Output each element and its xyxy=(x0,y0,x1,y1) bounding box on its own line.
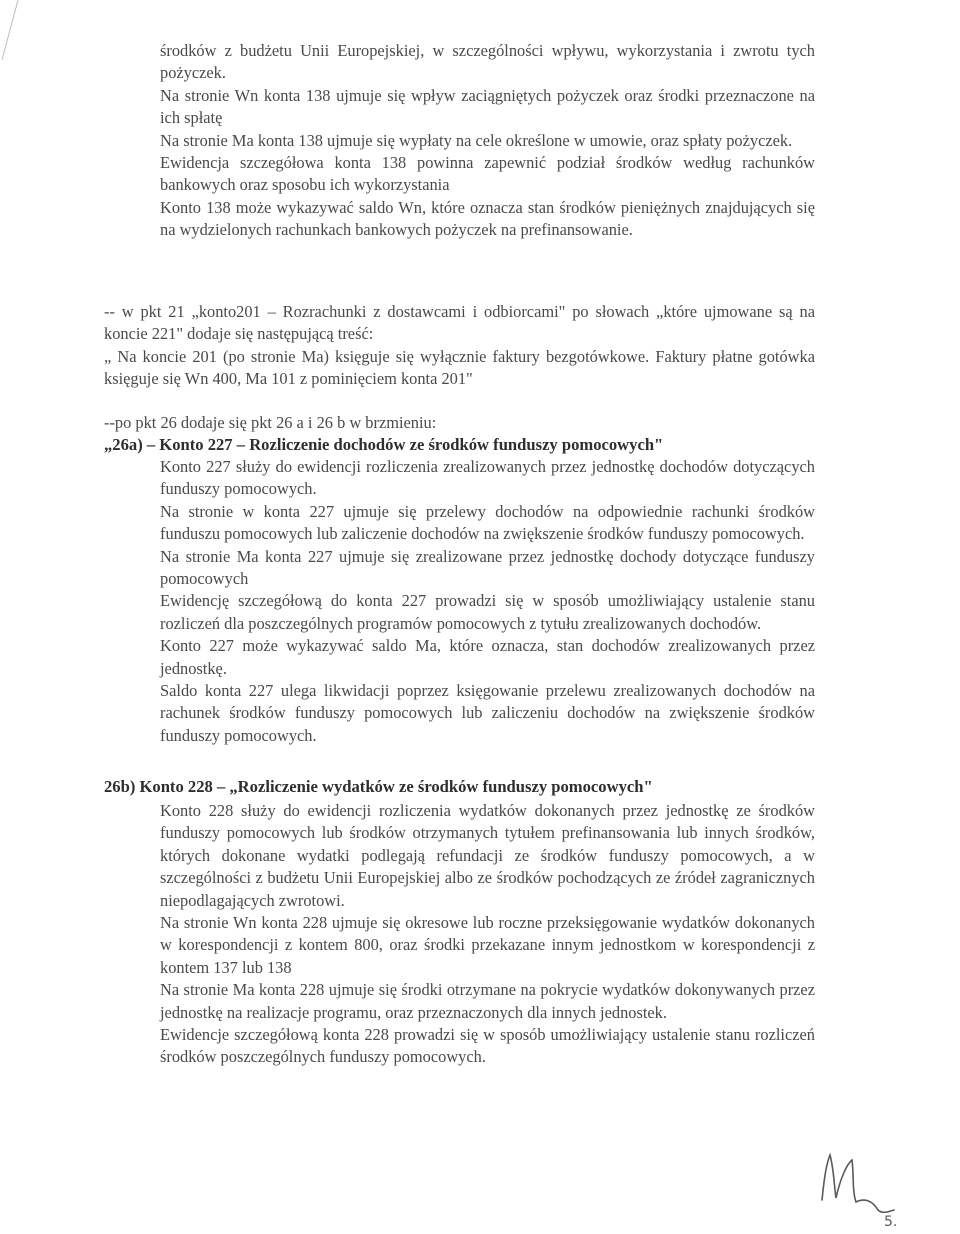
section-26a-body xyxy=(160,456,815,747)
paragraph: Konto 227 służy do ewidencji rozliczenia zrealizowanych przez jednostkę dochodów dotyczących funduszy pomocowych. xyxy=(160,457,815,499)
section-26b-body xyxy=(160,800,815,1069)
paragraph: Saldo konta 227 ulega likwidacji poprzez księgowanie przelewu zrealizowanych dochodów na rachunek środków funduszy pomocowych lub zaliczeniu dochodów na zwiększenie środków funduszy pomocowych. xyxy=(160,681,815,745)
paragraph: środków z budżetu Unii Europejskiej, w szczególności wpływu, wykorzystania i zwrotu tych pożyczek. xyxy=(160,41,815,83)
paragraph: „ Na koncie 201 (po stronie Ma) księguje się wyłącznie faktury bezgotówkowe. Faktury płatne gotówka księguje się Wn 400, Ma 101 z pominięciem konta 201" xyxy=(104,346,815,389)
paragraph: Ewidencje szczegółową konta 228 prowadzi się w sposób umożliwiający ustalenie stanu rozliczeń środków poszczególnych funduszy pomocowych. xyxy=(160,1025,815,1067)
paragraph: Konto 227 może wykazywać saldo Ma, które oznacza, stan dochodów zrealizowanych przez jednostkę. xyxy=(160,636,815,678)
paragraph: Na stronie w konta 227 ujmuje się przelewy dochodów na odpowiednie rachunki środków funduszu pomocowych lub zaliczenie dochodów na zwiększenie środków funduszy pomocowych. xyxy=(160,501,815,544)
paragraph: Na stronie Ma konta 228 ujmuje się środki otrzymane na pokrycie wydatków dokonywanych przez jednostkę na realizacje programu, oraz przeznaczonych dla innych jednostek. xyxy=(160,980,815,1022)
handwritten-signature xyxy=(812,1140,922,1230)
paragraph: Ewidencja szczegółowa konta 138 powinna zapewnić podział środków według rachunków bankowych oraz sposobu ich wykorzystania xyxy=(160,153,815,195)
pkt-26-block xyxy=(104,412,815,457)
paragraph: -- w pkt 21 „konto201 – Rozrachunki z dostawcami i odbiorcami" po słowach „które ujmowane są na koncie 221" dodaje się następującą treść: xyxy=(104,302,815,344)
paragraph: Na stronie Wn konta 228 ujmuje się okresowe lub roczne przeksięgowanie wydatków dokonanych w korespondencji z kontem 800, oraz środki przekazane innym jednostkom w korespondencji z kontem 137 lub 138 xyxy=(160,913,815,977)
paragraph: Ewidencję szczegółową do konta 227 prowadzi się w sposób umożliwiający ustalenie stanu rozliczeń dla poszczególnych programów pomocowych z tytułu zrealizowanych dochodów. xyxy=(160,591,815,633)
section-26a-heading: „26a) – Konto 227 – Rozliczenie dochodów ze środków funduszy pomocowych" xyxy=(104,435,664,455)
paragraph: Na stronie Wn konta 138 ujmuje się wpływ zaciągniętych pożyczek oraz środki przeznaczone na ich spłatę xyxy=(160,85,815,128)
paragraph: Konto 228 służy do ewidencji rozliczenia wydatków dokonanych przez jednostkę ze środków funduszy pomocowych lub środków otrzymanych tytułem prefinansowania lub innych środków, których dokonane wydatki podlegają refundacji ze środków funduszy pomocowych, a w szczególności z budżetu Unii Europejskiej albo ze środków pochodzących ze źródeł zagranicznych niepodlagających zwrotowi. xyxy=(160,801,815,910)
paragraph: Na stronie Ma konta 227 ujmuje się zrealizowane przez jednostkę dochody dotyczące funduszy pomocowych xyxy=(160,546,815,589)
scan-edge-mark xyxy=(0,0,30,60)
konto-138-block xyxy=(160,40,815,242)
section-26b-heading: 26b) Konto 228 – „Rozliczenie wydatków ze środków funduszy pomocowych" xyxy=(104,777,653,796)
paragraph: Konto 138 może wykazywać saldo Wn, które oznacza stan środków pieniężnych znajdujących się na wydzielonych rachunkach bankowych pożyczek na prefinansowanie. xyxy=(160,197,815,240)
paragraph: --po pkt 26 dodaje się pkt 26 a i 26 b w brzmieniu: xyxy=(104,413,437,432)
section-26b-heading-wrap xyxy=(104,776,815,798)
pkt-21-block xyxy=(104,301,815,391)
paragraph: Na stronie Ma konta 138 ujmuje się wypłaty na cele określone w umowie, oraz spłaty pożyczek. xyxy=(160,130,793,150)
page-number: 5. xyxy=(884,1214,898,1230)
